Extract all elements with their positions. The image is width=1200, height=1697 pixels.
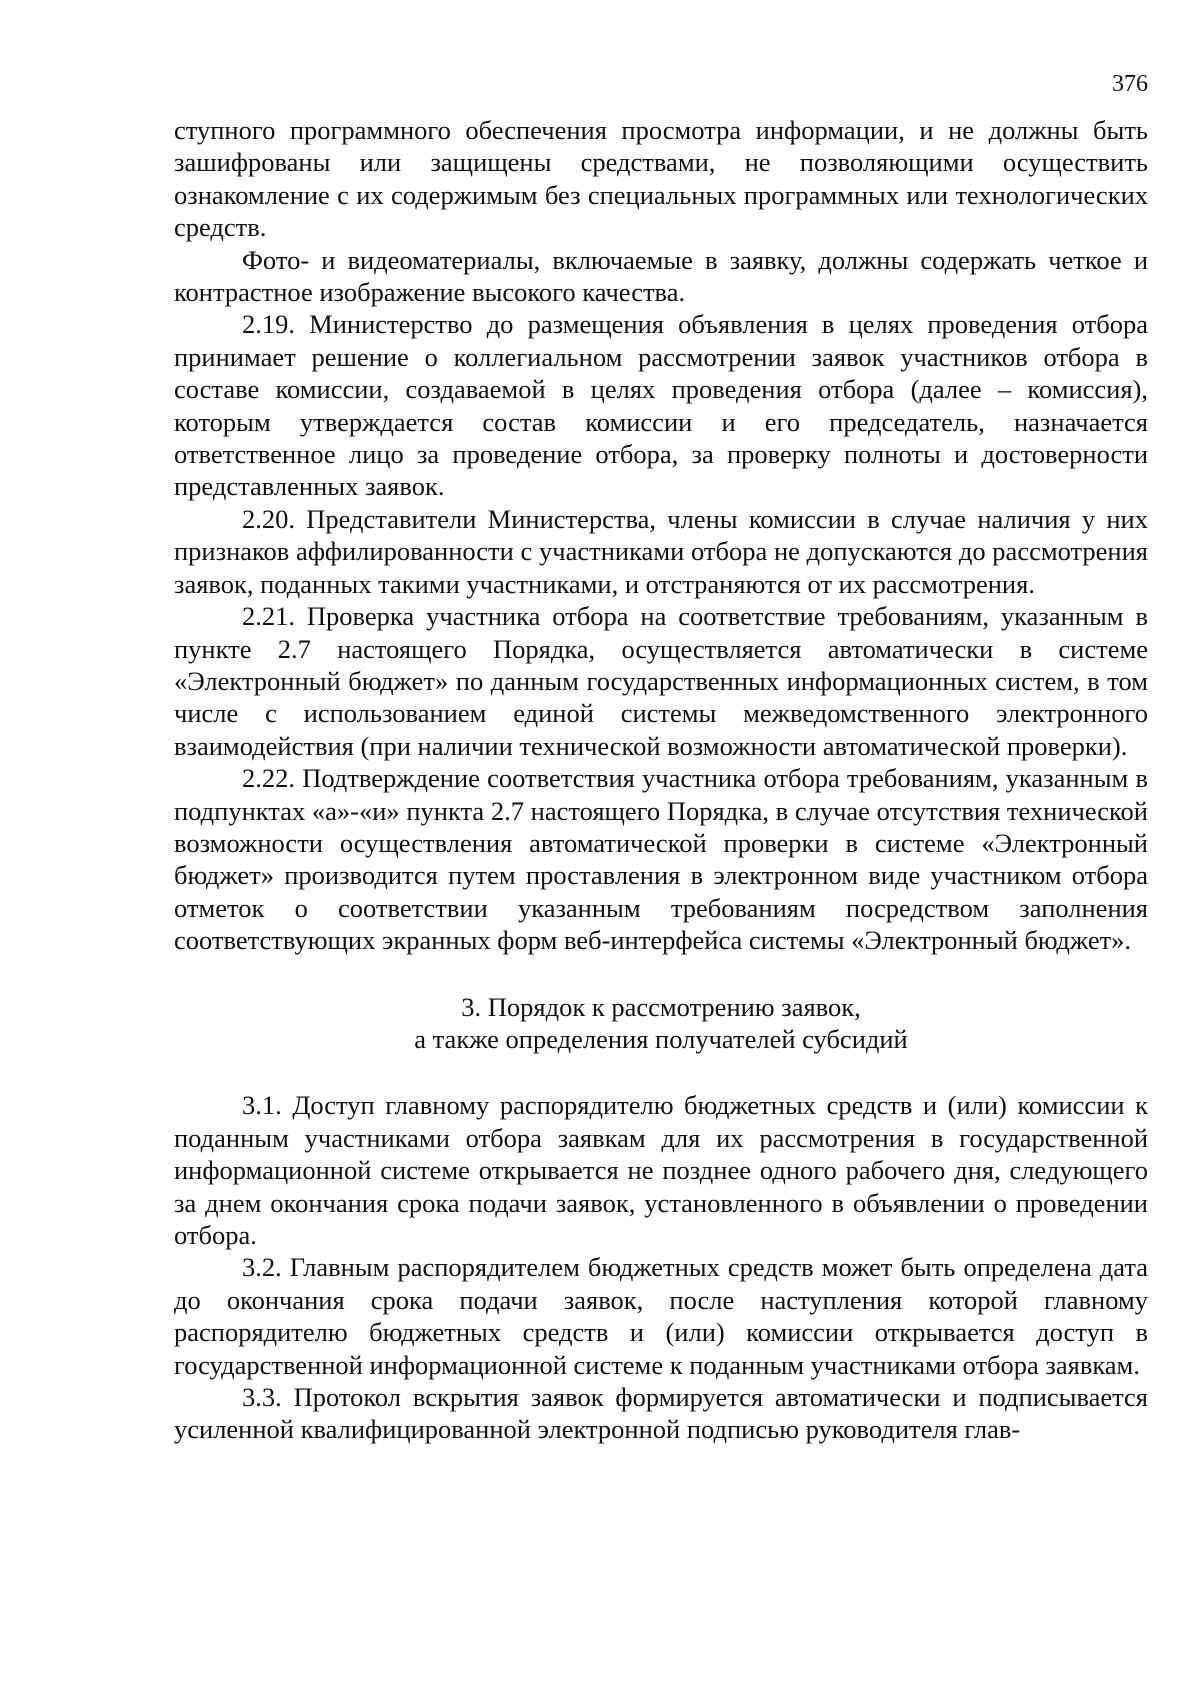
page-number: 376 — [1112, 71, 1148, 97]
paragraph-2-22: 2.22. Подтверждение соответствия участника отбора требованиям, указанным в подпунктах «а»-«и» пункта 2.7 настоящего Порядка, в случае отсутствия технической возможности осуществления автоматической проверки в системе «Электронный бюджет» производится путем проставления в электронном виде участником отбора отметок о соответствии указанным требованиям посредством заполнения соответствующих экранных форм веб-интерфейса системы «Электронный бюджет». — [174, 763, 1148, 956]
paragraph-photo-video: Фото- и видеоматериалы, включаемые в заявку, должны содержать четкое и контрастное изображение высокого качества. — [174, 244, 1148, 308]
document-body — [174, 114, 1148, 1446]
section-heading-line-1: 3. Порядок к рассмотрению заявок, — [461, 991, 861, 1022]
paragraph-continuation: ступного программного обеспечения просмотра информации, и не должны быть зашифрованы или защищены средствами, не позволяющими осуществить ознакомление с их содержимым без специальных программных или технологических средств. — [174, 115, 1148, 243]
paragraph-2-21: 2.21. Проверка участника отбора на соответствие требованиям, указанным в пункте 2.7 настоящего Порядка, осуществляется автоматически в системе «Электронный бюджет» по данным государственных информационных систем, в том числе с использованием единой системы межведомственного электронного взаимодействия (при наличии технической возможности автоматической проверки). — [174, 601, 1148, 761]
paragraph-2-20: 2.20. Представители Министерства, члены комиссии в случае наличия у них признаков аффилированности с участниками отбора не допускаются до рассмотрения заявок, поданных такими участниками, и отстраняются от их рассмотрения. — [174, 503, 1148, 599]
paragraph-3-1: 3.1. Доступ главному распорядителю бюджетных средств и (или) комиссии к поданным участниками отбора заявкам для их рассмотрения в государственной информационной системе открывается не позднее одного рабочего дня, следующего за днем окончания срока подачи заявок, установленного в объявлении о проведении отбора. — [174, 1090, 1148, 1250]
paragraph-3-3: 3.3. Протокол вскрытия заявок формируется автоматически и подписывается усиленной квалифицированной электронной подписью руководителя глав- — [174, 1382, 1148, 1445]
paragraph-2-19: 2.19. Министерство до размещения объявления в целях проведения отбора принимает решение о коллегиальном рассмотрении заявок участников отбора в составе комиссии, создаваемой в целях проведения отбора (далее – комиссия), которым утверждается состав комиссии и его председатель, назначается ответственное лицо за проведение отбора, за проверку полноты и достоверности представленных заявок. — [174, 309, 1148, 502]
paragraph-3-2: 3.2. Главным распорядителем бюджетных средств может быть определена дата до окончания срока подачи заявок, после наступления которой главному распорядителю бюджетных средств и (или) комиссии открывается доступ в государственной информационной системе к поданным участниками отбора заявкам. — [174, 1252, 1148, 1380]
section-heading-line-2: а также определения получателей субсидий — [414, 1023, 908, 1054]
section-heading — [174, 991, 1148, 1056]
